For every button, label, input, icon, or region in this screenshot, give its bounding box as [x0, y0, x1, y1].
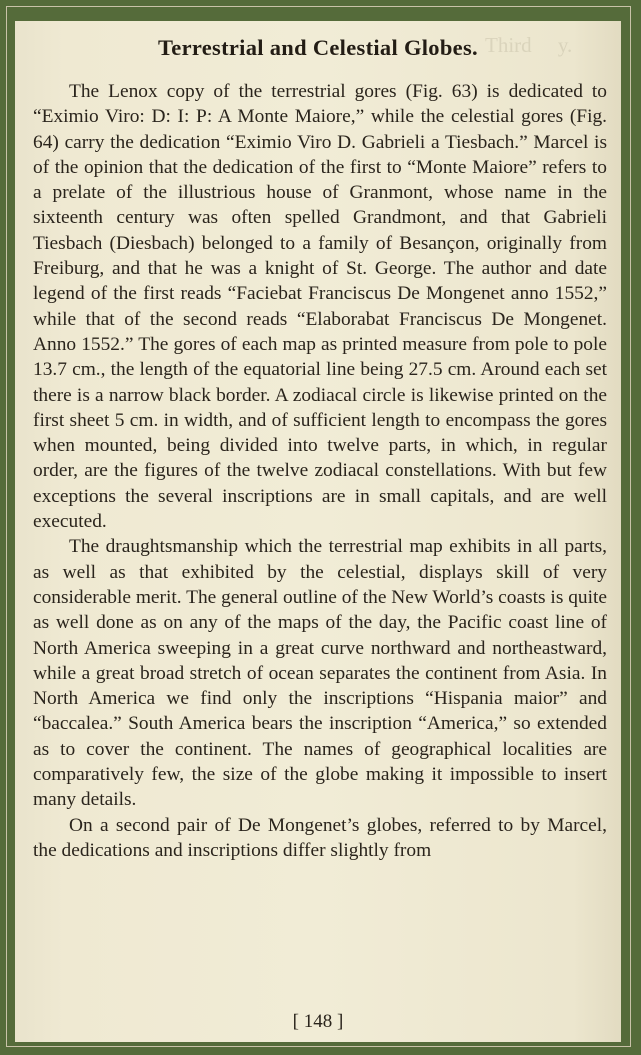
bleed-through-text: Thir​d y. — [485, 33, 573, 57]
body-text — [33, 79, 607, 863]
book-page — [15, 21, 621, 1042]
page-number: [ 148 ] — [292, 1011, 344, 1032]
page-title: Terrestrial and Celestial Globes. — [158, 35, 478, 60]
paragraph-2: The draughtsmanship which the terrestrial map exhibits in all parts, as well as that exhibited by the celestial, displays skill of very considerable merit. The general outline of the New World’s coasts is quite as well done as on any of the maps of the day, the Pacific coast line of North America sweeping in a great curve northward and northeastward, while a great broad stretch of ocean separates the continent from Asia. In North America we find only the inscriptions “Hispania maior” and “baccalea.” South America bears the inscription “America,” so extended as to cover the continent. The names of geographical localities are comparatively few, the size of the globe making it impossible to insert many details. — [33, 536, 607, 811]
paragraph-1: The Lenox copy of the terrestrial gores (Fig. 63) is dedicated to “Eximio Viro: D: I: P: A Monte Maiore,” while the celestial gores (Fig. 64) carry the dedication “Eximio Viro D. Gabrieli a Tiesbach.” Marcel is of the opinion that the dedication of the first to “Monte Maiore” refers to a prelate of the illustrious house of Granmont, whose name in the sixteenth century was often spelled Grandmont, and that Gabrieli Tiesbach (Diesbach) belonged to a family of Besançon, originally from Freiburg, and that he was a knight of St. George. The author and date legend of the first reads “Faciebat Franciscus De Mongenet anno 1552,” while that of the second reads “Elaborabat Franciscus De Mongenet. Anno 1552.” The gores of each map as printed measure from pole to pole 13.7 cm., the length of the equatorial line being 27.5 cm. Around each set there is a narrow black border. A zodiacal circle is likewise printed on the first sheet 5 cm. in width, and of sufficient length to encompass the gores when mounted, being divided into twelve parts, in which, in regular order, are the figures of the twelve zodiacal constellations. With but few exceptions the several inscriptions are in small capitals, and are well executed. — [33, 81, 607, 533]
paragraph-3: On a second pair of De Mongenet’s globes, referred to by Marcel, the dedications and inscriptions differ slightly from — [33, 814, 607, 861]
